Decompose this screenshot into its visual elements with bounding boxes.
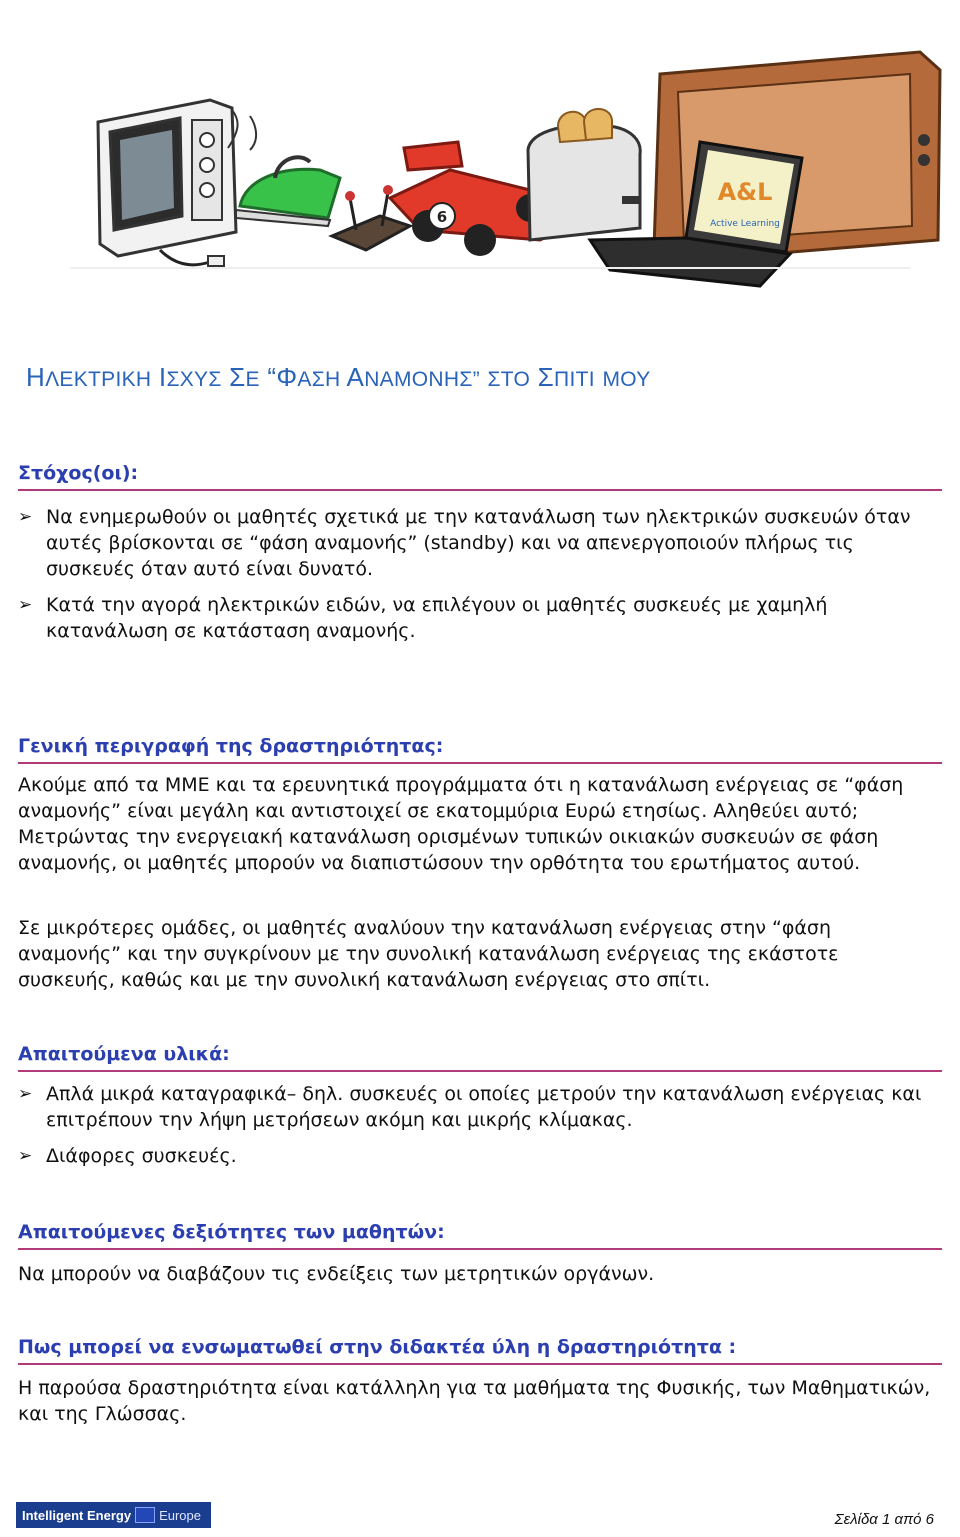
toaster-icon — [528, 109, 640, 240]
page-number: Σελίδα 1 από 6 — [834, 1511, 934, 1528]
description-paragraph-1: Ακούμε από τα ΜΜΕ και τα ερευνητικά προγράμματα ότι η κατανάλωση ενέργειας σε “φάση αναμονής” είναι μεγάλη και αντιστοιχεί σε εκατομμύρια Ευρώ ετησίως. Αληθεύει αυτό; Μετρώντας την ενεργειακή κατανάλωση ορισμένων τυπικών οικιακών συσκευών σε φάση αναμονής, οι μαθητές μπορούν να διαπιστώσουν την ορθότητα του ερωτήματος αυτού. — [18, 774, 904, 874]
logo-region: Europe — [159, 1507, 201, 1523]
skills-heading: Απαιτούμενες δεξιότητες των μαθητών: — [18, 1221, 942, 1250]
arrow-bullet-icon: ➢ — [18, 1084, 33, 1104]
arrow-bullet-icon: ➢ — [18, 595, 33, 615]
list-item: ➢ Να ενημερωθούν οι μαθητές σχετικά με την κατανάλωση των ηλεκτρικών συσκευών όταν αυτές βρίσκονται σε “φάση αναμονής” (standby) και να απενεργοποιούν πλήρως τις συσκευές όταν αυτό είναι δυνατό. — [18, 506, 911, 580]
list-item: ➢ Απλά μικρά καταγραφικά– δηλ. συσκευές οι οποίες μετρούν την κατανάλωση ενέργειας και επιτρέπουν την λήψη μετρήσεων ακόμη και μικρής κλίμακας. — [18, 1083, 922, 1131]
materials-list — [18, 1081, 928, 1179]
list-item: ➢ Διάφορες συσκευές. — [18, 1145, 237, 1167]
description-heading: Γενική περιγραφή της δραστηριότητας: — [18, 735, 942, 764]
description-paragraph-2: Σε μικρότερες ομάδες, οι μαθητές αναλύουν την κατανάλωση ενέργειας στην “φάση αναμονής” και την συγκρίνουν με την συνολική κατανάλωση ενέργειας της εκάστοτε συσκευής, καθώς και με την συνολική κατανάλωση ενέργειας στο σπίτι. — [18, 917, 839, 991]
iron-icon — [228, 110, 340, 226]
intelligent-energy-logo — [16, 1502, 211, 1528]
goals-heading: Στόχος(οι): — [18, 462, 942, 491]
laptop-screen-text: Active Learning — [710, 219, 780, 229]
car-number: 6 — [436, 208, 448, 226]
microwave-icon — [98, 100, 236, 266]
list-item: ➢ Κατά την αγορά ηλεκτρικών ειδών, να επιλέγουν οι μαθητές συσκευές με χαμηλή κατανάλωση σε κατάσταση αναμονής. — [18, 594, 828, 642]
appliances-illustration — [10, 30, 950, 300]
logo-text: Intelligent Energy — [22, 1507, 132, 1523]
curriculum-text: Η παρούσα δραστηριότητα είναι κατάλληλη για τα μαθήματα της Φυσικής, των Μαθηματικών, και της Γλώσσας. — [18, 1377, 931, 1425]
eu-flag-icon — [135, 1507, 155, 1523]
skills-text: Να μπορούν να διαβάζουν τις ενδείξεις των μετρητικών οργάνων. — [18, 1263, 655, 1285]
arrow-bullet-icon: ➢ — [18, 507, 33, 527]
goals-list — [18, 504, 928, 654]
arrow-bullet-icon: ➢ — [18, 1146, 33, 1166]
materials-heading: Απαιτούμενα υλικά: — [18, 1043, 942, 1072]
curriculum-heading: Πως μπορεί να ενσωματωθεί στην διδακτέα ύλη η δραστηριότητα : — [18, 1336, 942, 1365]
laptop-screen-brand: A&L — [717, 178, 773, 206]
document-title: ΗΛΕΚΤΡΙΚΗ ΙΣΧΥΣ ΣΕ “ΦΑΣΗ ΑΝΑΜΟΝΗΣ” ΣΤΟ ΣΠΙΤΙ ΜΟΥ — [26, 362, 651, 392]
